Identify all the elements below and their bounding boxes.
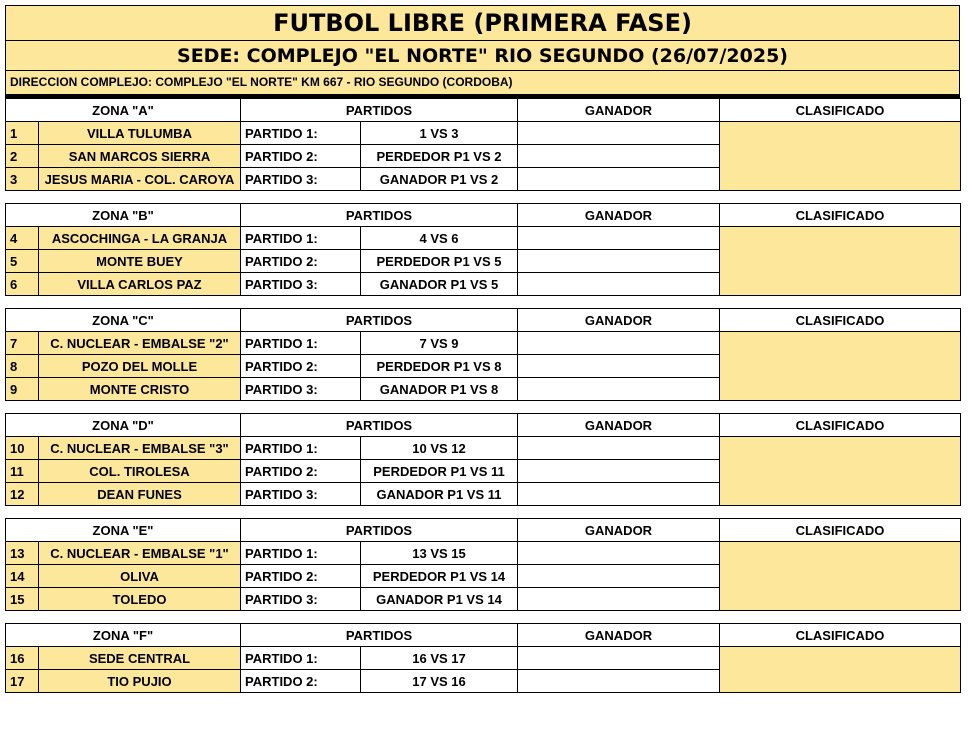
team-number: 8 — [6, 355, 39, 378]
zone-table — [5, 623, 961, 693]
team-name: MONTE BUEY — [39, 250, 241, 273]
clasificado-header: CLASIFICADO — [720, 414, 961, 437]
team-number: 10 — [6, 437, 39, 460]
winner-cell — [518, 647, 720, 670]
team-name: COL. TIROLESA — [39, 460, 241, 483]
ganador-header: GANADOR — [518, 414, 720, 437]
winner-cell — [518, 588, 720, 611]
match-label: PARTIDO 3: — [241, 588, 361, 611]
ganador-header: GANADOR — [518, 204, 720, 227]
team-number: 7 — [6, 332, 39, 355]
match-pairing: PERDEDOR P1 VS 5 — [361, 250, 518, 273]
fixture-sheet — [5, 5, 960, 693]
winner-cell — [518, 542, 720, 565]
team-number: 16 — [6, 647, 39, 670]
zone-name: ZONA "A" — [6, 99, 241, 122]
match-pairing: GANADOR P1 VS 2 — [361, 168, 518, 191]
match-label: PARTIDO 2: — [241, 145, 361, 168]
table-row — [6, 437, 961, 460]
clasificado-header: CLASIFICADO — [720, 519, 961, 542]
match-pairing: GANADOR P1 VS 14 — [361, 588, 518, 611]
match-pairing: GANADOR P1 VS 5 — [361, 273, 518, 296]
zone-name: ZONA "F" — [6, 624, 241, 647]
team-name: OLIVA — [39, 565, 241, 588]
classified-cell — [720, 122, 961, 191]
zone-gap — [5, 191, 960, 203]
table-row — [6, 542, 961, 565]
partidos-header: PARTIDOS — [241, 204, 518, 227]
match-label: PARTIDO 1: — [241, 227, 361, 250]
winner-cell — [518, 437, 720, 460]
match-pairing: 1 VS 3 — [361, 122, 518, 145]
classified-cell — [720, 647, 961, 693]
match-label: PARTIDO 3: — [241, 273, 361, 296]
clasificado-header: CLASIFICADO — [720, 624, 961, 647]
zone-header-row — [6, 204, 961, 227]
team-number: 9 — [6, 378, 39, 401]
team-number: 11 — [6, 460, 39, 483]
winner-cell — [518, 250, 720, 273]
zone-name: ZONA "E" — [6, 519, 241, 542]
classified-cell — [720, 227, 961, 296]
match-pairing: 17 VS 16 — [361, 670, 518, 693]
team-name: DEAN FUNES — [39, 483, 241, 506]
zone-header-row — [6, 99, 961, 122]
ganador-header: GANADOR — [518, 624, 720, 647]
team-name: C. NUCLEAR - EMBALSE "2" — [39, 332, 241, 355]
zone-table — [5, 308, 961, 401]
match-pairing: PERDEDOR P1 VS 11 — [361, 460, 518, 483]
winner-cell — [518, 332, 720, 355]
zone-table — [5, 413, 961, 506]
zone-table — [5, 98, 961, 191]
page-title: FUTBOL LIBRE (PRIMERA FASE) — [5, 5, 960, 40]
zone-gap — [5, 401, 960, 413]
winner-cell — [518, 565, 720, 588]
match-label: PARTIDO 2: — [241, 250, 361, 273]
team-name: SAN MARCOS SIERRA — [39, 145, 241, 168]
team-number: 4 — [6, 227, 39, 250]
team-name: TOLEDO — [39, 588, 241, 611]
classified-cell — [720, 542, 961, 611]
team-name: VILLA TULUMBA — [39, 122, 241, 145]
team-name: JESUS MARIA - COL. CAROYA — [39, 168, 241, 191]
match-pairing: 4 VS 6 — [361, 227, 518, 250]
team-number: 1 — [6, 122, 39, 145]
zone-header-row — [6, 309, 961, 332]
match-label: PARTIDO 2: — [241, 355, 361, 378]
zone-gap — [5, 611, 960, 623]
match-label: PARTIDO 2: — [241, 565, 361, 588]
match-label: PARTIDO 1: — [241, 437, 361, 460]
team-number: 12 — [6, 483, 39, 506]
ganador-header: GANADOR — [518, 519, 720, 542]
table-row — [6, 227, 961, 250]
team-number: 15 — [6, 588, 39, 611]
zone-gap — [5, 296, 960, 308]
classified-cell — [720, 437, 961, 506]
team-name: TIO PUJIO — [39, 670, 241, 693]
match-pairing: 16 VS 17 — [361, 647, 518, 670]
match-label: PARTIDO 2: — [241, 460, 361, 483]
match-pairing: GANADOR P1 VS 8 — [361, 378, 518, 401]
team-number: 5 — [6, 250, 39, 273]
team-number: 3 — [6, 168, 39, 191]
classified-cell — [720, 332, 961, 401]
team-name: C. NUCLEAR - EMBALSE "1" — [39, 542, 241, 565]
partidos-header: PARTIDOS — [241, 309, 518, 332]
zone-table — [5, 518, 961, 611]
partidos-header: PARTIDOS — [241, 99, 518, 122]
partidos-header: PARTIDOS — [241, 519, 518, 542]
partidos-header: PARTIDOS — [241, 624, 518, 647]
team-number: 2 — [6, 145, 39, 168]
zone-name: ZONA "C" — [6, 309, 241, 332]
zone-header-row — [6, 519, 961, 542]
zone-gap — [5, 506, 960, 518]
match-pairing: 10 VS 12 — [361, 437, 518, 460]
match-pairing: PERDEDOR P1 VS 14 — [361, 565, 518, 588]
match-label: PARTIDO 3: — [241, 483, 361, 506]
winner-cell — [518, 378, 720, 401]
zone-header-row — [6, 414, 961, 437]
winner-cell — [518, 122, 720, 145]
winner-cell — [518, 483, 720, 506]
team-name: MONTE CRISTO — [39, 378, 241, 401]
winner-cell — [518, 460, 720, 483]
team-name: VILLA CARLOS PAZ — [39, 273, 241, 296]
zones-container — [5, 98, 960, 693]
zone-table — [5, 203, 961, 296]
team-number: 14 — [6, 565, 39, 588]
match-pairing: PERDEDOR P1 VS 2 — [361, 145, 518, 168]
match-label: PARTIDO 1: — [241, 542, 361, 565]
team-number: 13 — [6, 542, 39, 565]
team-name: C. NUCLEAR - EMBALSE "3" — [39, 437, 241, 460]
match-pairing: GANADOR P1 VS 11 — [361, 483, 518, 506]
zone-name: ZONA "B" — [6, 204, 241, 227]
match-label: PARTIDO 3: — [241, 378, 361, 401]
team-number: 17 — [6, 670, 39, 693]
team-number: 6 — [6, 273, 39, 296]
table-row — [6, 122, 961, 145]
team-name: ASCOCHINGA - LA GRANJA — [39, 227, 241, 250]
match-pairing: 13 VS 15 — [361, 542, 518, 565]
venue-subtitle: SEDE: COMPLEJO "EL NORTE" RIO SEGUNDO (26/07/2025) — [5, 40, 960, 70]
match-label: PARTIDO 3: — [241, 168, 361, 191]
table-row — [6, 647, 961, 670]
team-name: SEDE CENTRAL — [39, 647, 241, 670]
match-label: PARTIDO 1: — [241, 332, 361, 355]
venue-address: DIRECCION COMPLEJO: COMPLEJO "EL NORTE" KM 667 - RIO SEGUNDO (CORDOBA) — [5, 70, 960, 98]
winner-cell — [518, 273, 720, 296]
match-label: PARTIDO 2: — [241, 670, 361, 693]
clasificado-header: CLASIFICADO — [720, 204, 961, 227]
partidos-header: PARTIDOS — [241, 414, 518, 437]
zone-name: ZONA "D" — [6, 414, 241, 437]
winner-cell — [518, 355, 720, 378]
match-label: PARTIDO 1: — [241, 647, 361, 670]
match-pairing: 7 VS 9 — [361, 332, 518, 355]
zone-header-row — [6, 624, 961, 647]
winner-cell — [518, 168, 720, 191]
winner-cell — [518, 145, 720, 168]
team-name: POZO DEL MOLLE — [39, 355, 241, 378]
winner-cell — [518, 670, 720, 693]
clasificado-header: CLASIFICADO — [720, 99, 961, 122]
winner-cell — [518, 227, 720, 250]
ganador-header: GANADOR — [518, 99, 720, 122]
match-pairing: PERDEDOR P1 VS 8 — [361, 355, 518, 378]
match-label: PARTIDO 1: — [241, 122, 361, 145]
ganador-header: GANADOR — [518, 309, 720, 332]
clasificado-header: CLASIFICADO — [720, 309, 961, 332]
table-row — [6, 332, 961, 355]
